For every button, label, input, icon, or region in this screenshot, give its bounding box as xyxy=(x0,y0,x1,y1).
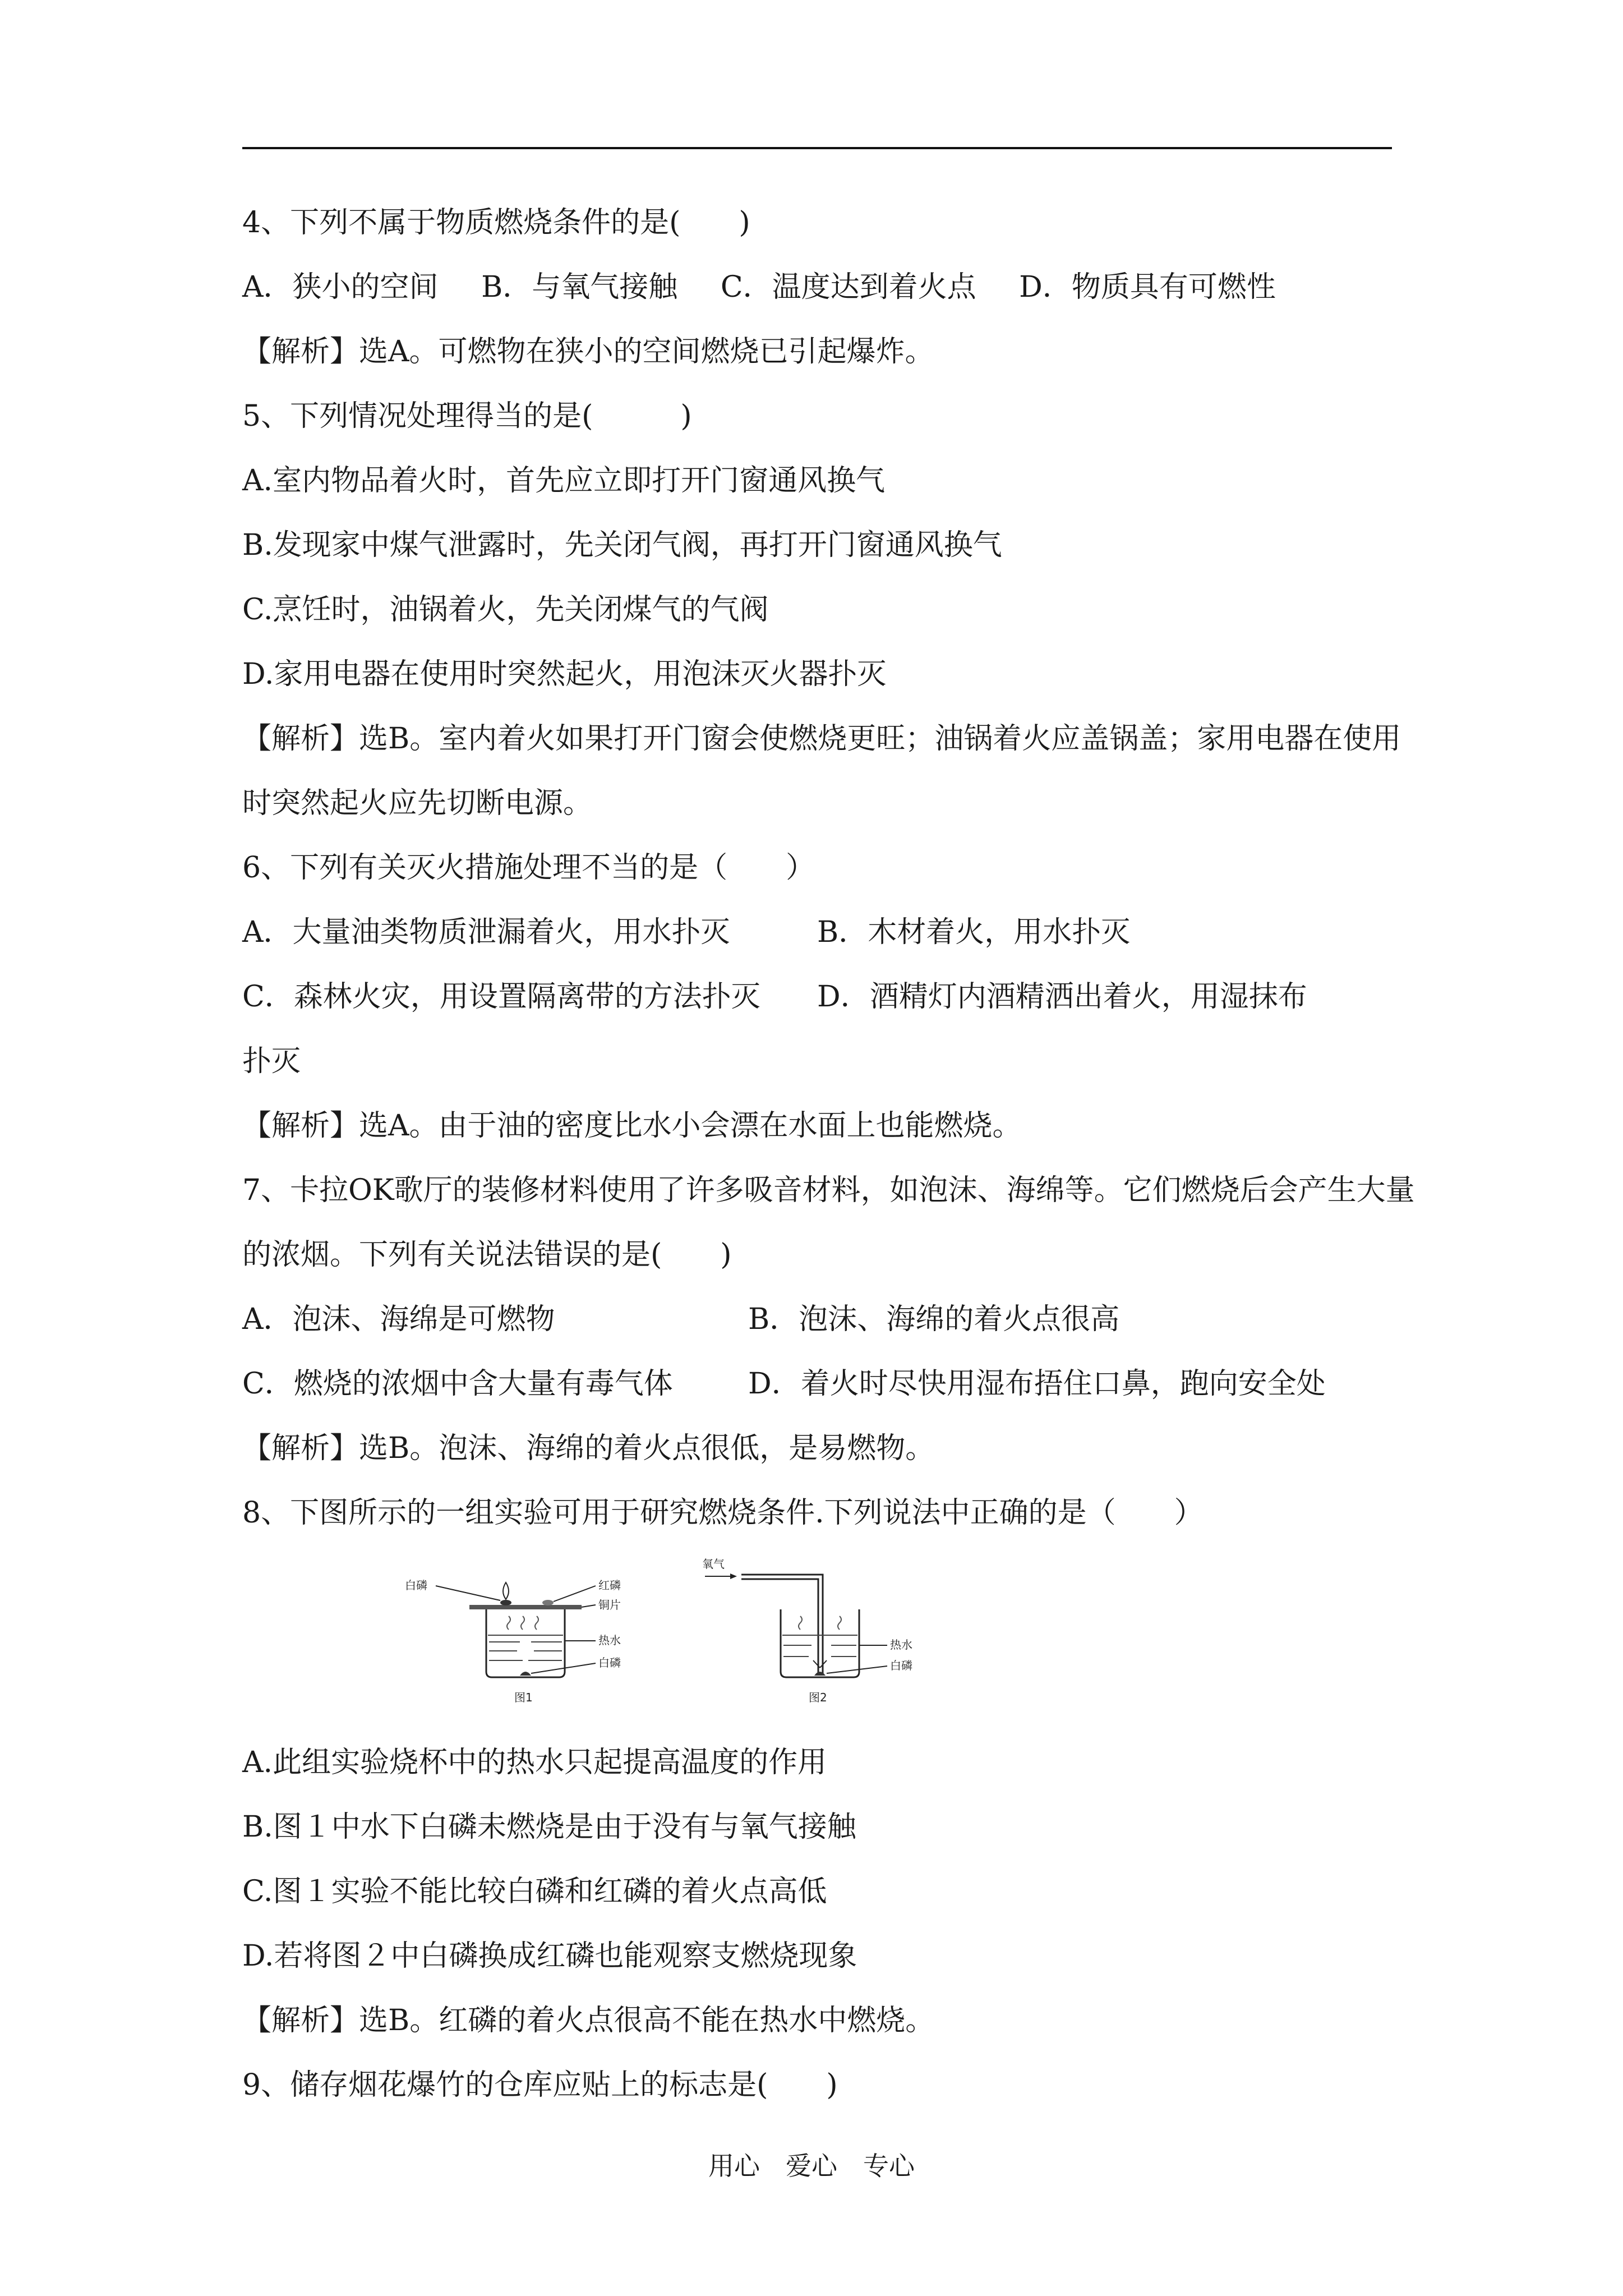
q8-option-a: A.此组实验烧杯中的热水只起提高温度的作用 xyxy=(242,1746,827,1779)
question-5-analysis-line-2: 时突然起火应先切断电源。 xyxy=(242,786,593,820)
white-phosphorus-fig2 xyxy=(814,1672,826,1676)
question-5-analysis-line-1: 【解析】选B。室内着火如果打开门窗会使燃烧更旺；油锅着火应盖锅盖；家用电器在使用 xyxy=(242,722,1401,756)
q4-option-a: A．狭小的空间 xyxy=(242,270,439,304)
copper-plate xyxy=(469,1605,582,1609)
q4-option-b: B．与氧气接触 xyxy=(481,270,678,304)
q7-options-row-2 xyxy=(242,1363,1392,1405)
question-4-stem: 4、下列不属于物质燃烧条件的是( ) xyxy=(242,206,750,240)
question-4-analysis: 【解析】选A。可燃物在狭小的空间燃烧已引起爆炸。 xyxy=(242,335,934,369)
question-7-analysis: 【解析】选B。泡沫、海绵的着火点很低，是易燃物。 xyxy=(242,1432,935,1465)
q5-option-a: A.室内物品着火时，首先应立即打开门窗通风换气 xyxy=(242,464,886,498)
q6-option-d-continued: 扑灭 xyxy=(242,1045,301,1078)
fig1-label-hot-water: 热水 xyxy=(598,1634,621,1647)
fig2-caption: 图2 xyxy=(809,1691,827,1704)
question-9-stem: 9、储存烟花爆竹的仓库应贴上的标志是( ) xyxy=(242,2068,838,2102)
q7-option-b: B．泡沫、海绵的着火点很高 xyxy=(748,1303,1120,1336)
beaker-1 xyxy=(486,1609,565,1677)
q6-option-d: D．酒精灯内酒精洒出着火，用湿抹布 xyxy=(817,980,1307,1014)
figure-1 xyxy=(405,1579,621,1704)
q5-option-c: C.烹饪时，油锅着火，先关闭煤气的气阀 xyxy=(242,593,769,627)
burning-rays xyxy=(813,1660,827,1668)
fig1-label-white-phosphorus-2: 白磷 xyxy=(598,1656,621,1669)
question-7-stem-line-1: 7、卡拉OK歌厅的装修材料使用了许多吸音材料，如泡沫、海绵等。它们燃烧后会产生大量 xyxy=(242,1174,1415,1207)
fig1-label-red-phosphorus: 红磷 xyxy=(598,1579,621,1592)
fig2-label-white-phosphorus: 白磷 xyxy=(890,1659,912,1672)
q6-options-row-2 xyxy=(242,976,1392,1018)
experiment-diagram xyxy=(405,1551,966,1719)
q4-option-d: D．物质具有可燃性 xyxy=(1019,270,1276,304)
fig1-label-copper-plate: 铜片 xyxy=(598,1598,621,1612)
question-6-analysis: 【解析】选A。由于油的密度比水小会漂在水面上也能燃烧。 xyxy=(242,1109,1022,1143)
oxygen-tube xyxy=(741,1575,823,1674)
q7-options-row-1 xyxy=(242,1299,1392,1340)
red-phosphorus-on-plate xyxy=(542,1600,554,1605)
water-lines-1 xyxy=(488,1635,563,1660)
q8-option-c: C.图１实验不能比较白磷和红磷的着火点高低 xyxy=(242,1875,827,1908)
fig1-label-white-phosphorus: 白磷 xyxy=(405,1579,427,1592)
leader-lines-2 xyxy=(827,1645,887,1673)
steam-2 xyxy=(799,1616,841,1630)
header-rule xyxy=(242,147,1392,149)
q8-option-d: D.若将图２中白磷换成红磷也能观察支燃烧现象 xyxy=(242,1939,857,1973)
flame-icon xyxy=(503,1582,509,1599)
q5-option-b: B.发现家中煤气泄露时，先关闭气阀，再打开门窗通风换气 xyxy=(242,528,1002,562)
fig1-caption: 图1 xyxy=(514,1691,533,1704)
document-body xyxy=(242,202,1415,2129)
fig2-label-oxygen: 氧气 xyxy=(702,1557,725,1571)
q6-option-c: C．森林火灾，用设置隔离带的方法扑灭 xyxy=(242,980,760,1014)
q6-options-row-1 xyxy=(242,912,1392,953)
fig2-label-hot-water: 热水 xyxy=(890,1638,912,1651)
question-5-stem: 5、下列情况处理得当的是( ) xyxy=(242,399,692,433)
water-lines-2 xyxy=(782,1635,857,1657)
q8-option-b: B.图１中水下白磷未燃烧是由于没有与氧气接触 xyxy=(242,1810,856,1844)
q5-option-d: D.家用电器在使用时突然起火，用泡沫灭火器扑灭 xyxy=(242,657,887,691)
figure-2 xyxy=(702,1557,912,1704)
question-8-stem: 8、下图所示的一组实验可用于研究燃烧条件.下列说法中正确的是（ ） xyxy=(242,1496,1204,1530)
q7-option-a: A．泡沫、海绵是可燃物 xyxy=(242,1303,555,1336)
white-phosphorus-underwater xyxy=(520,1672,531,1676)
question-4-options xyxy=(242,266,1392,308)
q7-option-d: D．着火时尽快用湿布捂住口鼻，跑向安全处 xyxy=(748,1367,1326,1401)
q7-option-c: C．燃烧的浓烟中含大量有毒气体 xyxy=(242,1367,673,1401)
q6-option-b: B．木材着火，用水扑灭 xyxy=(817,915,1131,949)
question-7-stem-line-2: 的浓烟。下列有关说法错误的是( ) xyxy=(242,1238,732,1272)
q6-option-a: A．大量油类物质泄漏着火，用水扑灭 xyxy=(242,915,730,949)
page-footer: 用心 爱心 专心 xyxy=(708,2151,915,2181)
white-phosphorus-on-plate xyxy=(500,1600,511,1605)
q4-option-c: C．温度达到着火点 xyxy=(720,270,976,304)
arrow-head-icon xyxy=(730,1573,737,1579)
question-6-stem: 6、下列有关灭火措施处理不当的是（ ） xyxy=(242,851,815,885)
steam-1 xyxy=(507,1616,538,1630)
experiment-figure xyxy=(242,1551,1392,1719)
question-8-analysis: 【解析】选B。红磷的着火点很高不能在热水中燃烧。 xyxy=(242,2004,935,2037)
